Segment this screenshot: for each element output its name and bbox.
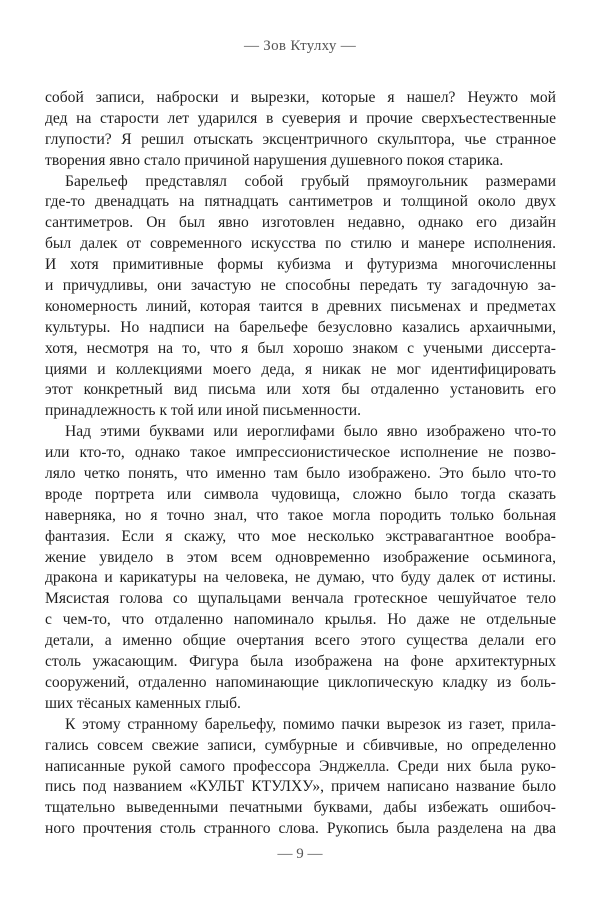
text-line: Барельеф представлял собой грубый прямоугольник размерами — [65, 172, 556, 190]
text-line: где-то двенадцать на пятнадцать сантиметров и толщиной около двух — [45, 193, 556, 211]
text-line: фантазия. Если я скажу, что мое несколько экстравагантное вообра- — [45, 527, 556, 545]
paragraph — [45, 172, 556, 423]
text-line: жение увидело в этом всем одновременно изображение осьминога, — [45, 548, 556, 566]
text-line: тщательно выведенными печатными буквами, дабы избежать ошибоч- — [45, 799, 556, 817]
text-line: дракона и карикатуры на человека, не думаю, что буду далек от истины. — [45, 569, 556, 587]
paragraph — [45, 715, 556, 840]
text-line: принадлежность к той или иной письменности. — [45, 402, 362, 420]
text-line: этот конкретный вид письма или хотя бы отдаленно установить его — [45, 381, 556, 399]
text-line: Мясистая голова со щупальцами венчала гротескное чешуйчатое тело — [45, 590, 556, 608]
paragraph — [45, 422, 556, 714]
text-line: циями и коллекциями моего деда, я никак не мог идентифицировать — [45, 360, 556, 378]
text-line: сооружений, отдаленно напоминающие циклопическую кладку из боль- — [45, 673, 556, 691]
text-line: детали, а именно общие очертания всего этого существа делали его — [45, 632, 556, 650]
text-line: кономерность линий, которая таится в древних письменах и предметах — [45, 297, 556, 315]
text-line: гались совсем свежие записи, сумбурные и сбивчивые, но определенно — [45, 736, 556, 754]
page-number: — 9 — — [277, 846, 323, 862]
page-body-text — [45, 88, 556, 840]
text-line: с чем-то, что отдаленно напоминало крылья. Но даже не отдельные — [45, 611, 556, 629]
text-line: был далек от современного искусства по стилю и манере исполнения. — [45, 235, 556, 253]
text-line: К этому странному барельефу, помимо пачки вырезок из газет, прила- — [65, 715, 556, 733]
text-line: написанные рукой самого профессора Энджелла. Среди них была руко- — [45, 757, 556, 775]
text-line: дед на старости лет ударился в суеверия и прочие сверхъестественные — [45, 109, 556, 127]
text-line: собой записи, наброски и вырезки, которые я нашел? Неужто мой — [45, 89, 556, 106]
text-line: и причудливы, они зачастую не способны передать ту загадочную за- — [45, 277, 556, 295]
text-line: сантиметров. Он был явно изготовлен недавно, однако его дизайн — [45, 214, 556, 232]
paragraph — [45, 88, 556, 172]
text-line: вроде портрета или символа чудовища, сложно было тогда сказать — [45, 485, 556, 503]
text-line: ших тёсаных каменных глыб. — [45, 694, 241, 712]
text-line: ного прочтения столь странного слова. Рукопись была разделена на два — [45, 820, 556, 838]
text-line: Над этими буквами или иероглифами было явно изображено что-то — [65, 423, 556, 441]
running-header: — Зов Ктулху — — [243, 38, 357, 54]
text-line: ляло четко понять, что именно там было изображено. Это было что-то — [45, 465, 556, 483]
text-line: культуры. Но надписи на барельефе безусловно казались архаичными, — [45, 318, 556, 336]
text-line: или кто-то, однако такое импрессионистическое исполнение не позво- — [45, 444, 556, 462]
text-line: И хотя примитивные формы кубизма и футуризма многочисленны — [45, 256, 556, 274]
text-line: столь ужасающим. Фигура была изображена на фоне архитектурных — [45, 653, 556, 671]
text-line: пись под названием «КУЛЬТ КТУЛХУ», причем написано название было — [45, 778, 556, 796]
text-line: хотя, несмотря на то, что я был хорошо знаком с учеными диссерта- — [45, 339, 556, 357]
text-line: глупости? Я решил отыскать эксцентричного скульптора, чье странное — [45, 130, 556, 148]
text-line: творения явно стало причиной нарушения душевного покоя старика. — [45, 151, 504, 169]
text-line: наверняка, но я точно знал, что такое могла породить только больная — [45, 506, 556, 524]
